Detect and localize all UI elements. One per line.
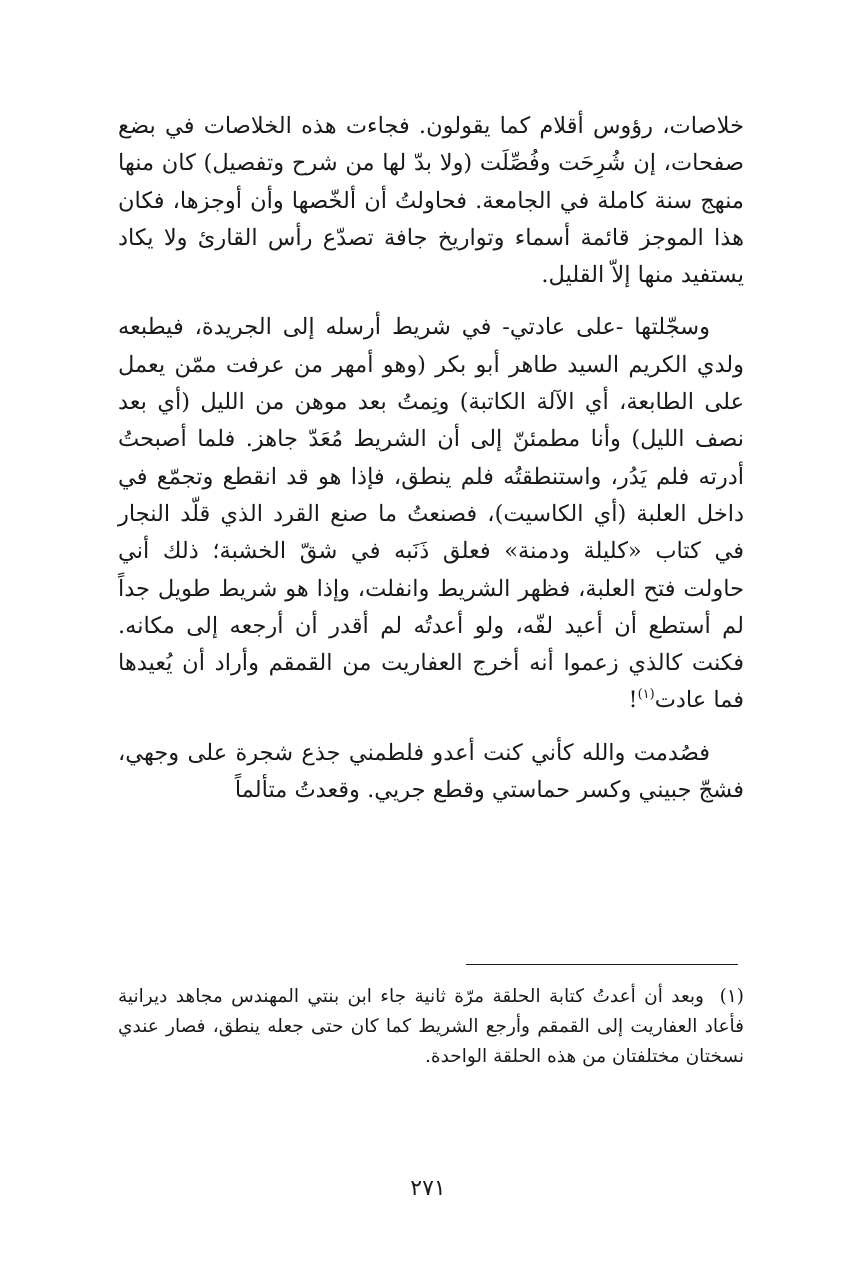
paragraph-3 bbox=[118, 735, 744, 810]
paragraph-3-text: فصُدمت والله كأني كنت أعدو فلطمني جذع شجرة على وجهي، فشجّ جبيني وكسر حماستي وقطع جريي. وقعدتُ متألماً bbox=[118, 739, 744, 804]
paragraph-2-text: وسجّلتها -على عادتي- في شريط أرسله إلى الجريدة، فيطبعه ولدي الكريم السيد طاهر أبو بكر (وهو أمهر من عرفت ممّن يعمل على الطابعة، أي الآلة الكاتبة) ونِمتُ بعد موهن من الليل (أي بعد نصف الليل) وأنا مطمئنّ إلى أن الشريط مُعَدّ جاهز. فلما أصبحتُ أدرته فلم يَدُر، واستنطقتُه فلم ينطق، فإذا هو قد انقطع وتجمّع في داخل العلبة (أي الكاسيت)، فصنعتُ ما صنع القرد الذي قلّد النجار في كتاب «كليلة ودمنة» فعلق ذَنَبه في شقّ الخشبة؛ ذلك أني حاولت فتح العلبة، فظهر الشريط وانفلت، وإذا هو شريط طويل جداً لم أستطع أن أعيد لفّه، ولو أعدتُه لم أقدر أن أرجعه إلى مكانه. فكنت كالذي زعموا أنه أخرج العفاريت من القمقم وأراد أن يُعيدها فما عادت bbox=[118, 314, 744, 714]
footnote-text: وبعد أن أعدتُ كتابة الحلقة مرّة ثانية جاء ابن بنتي المهندس مجاهد ديرانية فأعاد العفاريت إلى القمقم وأرجع الشريط كما كان حتى جعله ينطق، فصار عندي نسختان مختلفتان من هذه الحلقة الواحدة. bbox=[118, 986, 744, 1067]
paragraph-2-tail: ! bbox=[628, 687, 638, 714]
footnote-separator bbox=[466, 964, 738, 965]
footnote-reference[interactable]: (١) bbox=[637, 687, 655, 703]
footnote bbox=[118, 982, 744, 1072]
footnote-number: (١) bbox=[719, 986, 744, 1007]
page-number: ٢٧١ bbox=[410, 1176, 446, 1201]
paragraph-2 bbox=[118, 309, 744, 719]
main-text bbox=[118, 108, 744, 809]
paragraph-1-text: خلاصات، رؤوس أقلام كما يقولون. فجاءت هذه الخلاصات في بضع صفحات، إن شُرِحَت وفُصِّلَت (ولا بدّ لها من شرح وتفصيل) كان منها منهج سنة كاملة في الجامعة. فحاولتُ أن ألخّصها وأن أوجزها، فكان هذا الموجز قائمة أسماء وتواريخ جافة تصدّع رأس القارئ ولا يكاد يستفيد منها إلاّ القليل. bbox=[118, 113, 744, 289]
paragraph-1 bbox=[118, 108, 744, 294]
